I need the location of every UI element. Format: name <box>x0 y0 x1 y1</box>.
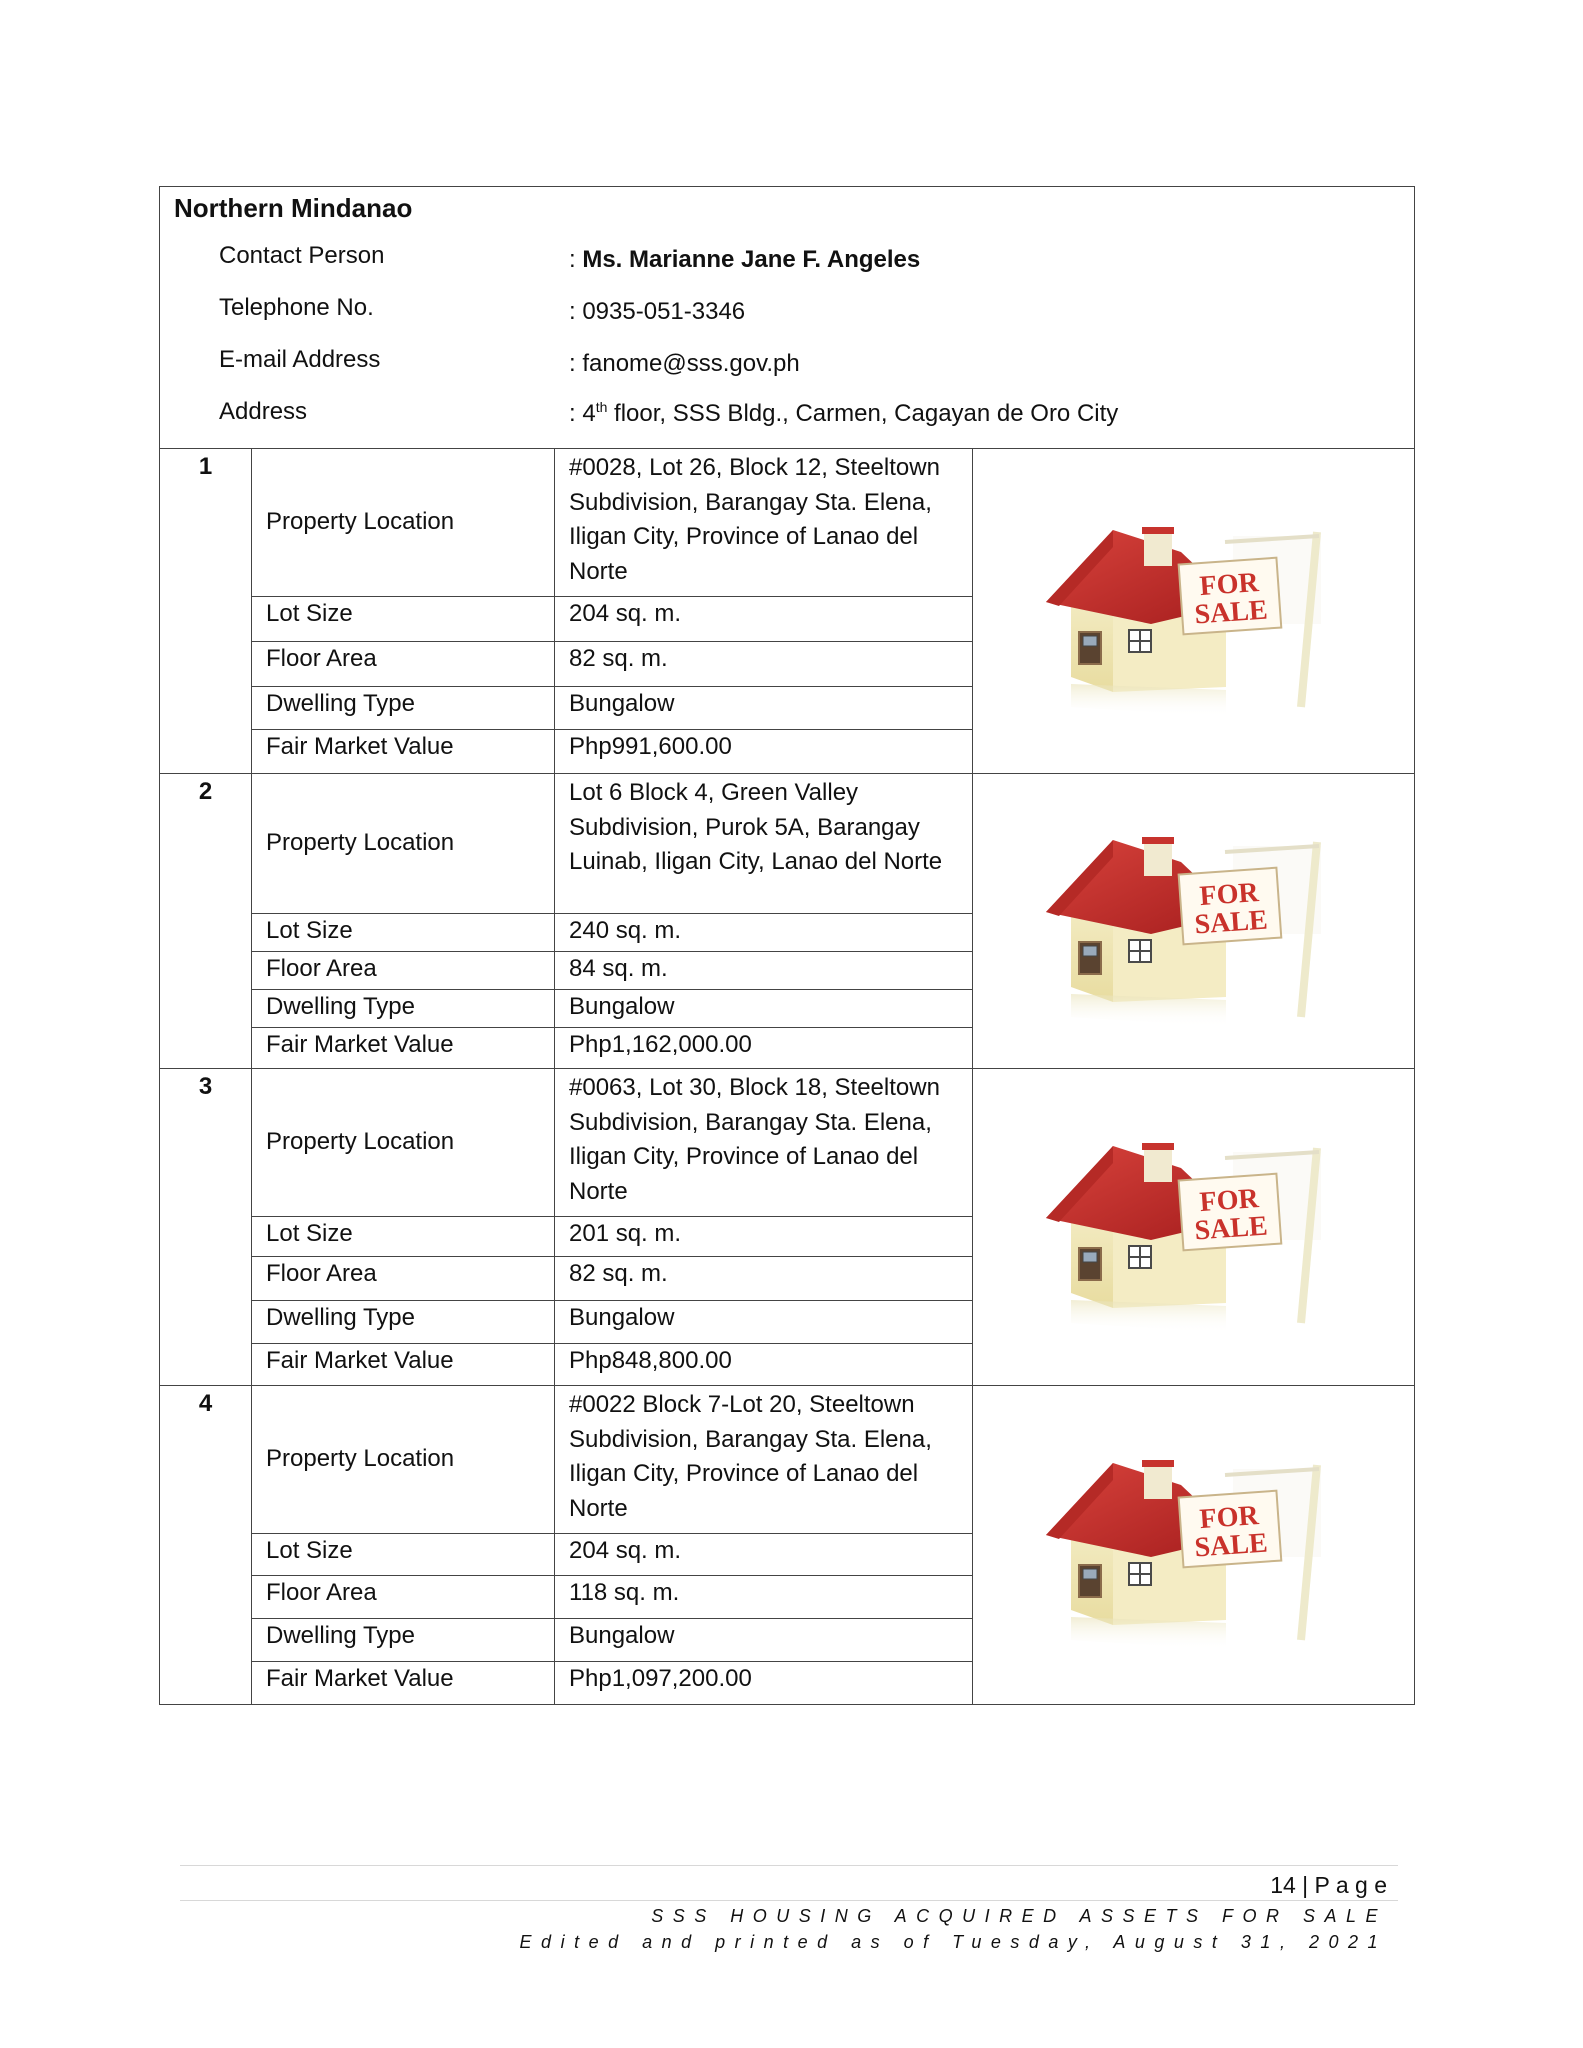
field-label-dwelling: Dwelling Type <box>252 990 554 1028</box>
field-label-floor: Floor Area <box>252 952 554 990</box>
for-sale-house-icon <box>1001 812 1361 1032</box>
field-label-location: Property Location <box>252 1069 554 1217</box>
property-image <box>973 1069 1414 1385</box>
property-entry <box>160 449 1414 774</box>
property-number: 4 <box>160 1386 252 1704</box>
field-value-lot: 240 sq. m. <box>555 914 972 952</box>
value-column <box>555 1386 973 1704</box>
field-label-lot: Lot Size <box>252 1217 554 1257</box>
sign-text-sale: SALE <box>1193 1210 1269 1247</box>
field-value-floor: 82 sq. m. <box>555 642 972 687</box>
field-label-fmv: Fair Market Value <box>266 733 454 760</box>
field-value-dwelling: Bungalow <box>555 1301 972 1344</box>
field-label-dwelling: Dwelling Type <box>252 1301 554 1344</box>
sign-text-sale: SALE <box>1193 594 1269 631</box>
field-label-floor: Floor Area <box>252 1257 554 1301</box>
email-value: : fanome@sss.gov.ph <box>569 350 800 377</box>
field-label-fmv: Fair Market Value <box>266 1031 454 1058</box>
property-number: 2 <box>160 774 252 1068</box>
field-value-dwelling: Bungalow <box>555 990 972 1028</box>
footer-title: SSS HOUSING ACQUIRED ASSETS FOR SALE <box>651 1906 1387 1926</box>
email-label: E-mail Address <box>219 346 381 373</box>
footer-rule-bottom <box>180 1900 1398 1901</box>
property-listing-table <box>159 186 1415 1705</box>
field-value-floor: 82 sq. m. <box>555 1257 972 1301</box>
value-column <box>555 449 973 773</box>
field-label-lot: Lot Size <box>252 1534 554 1576</box>
value-column <box>555 774 973 1068</box>
contact-person-label: Contact Person <box>219 242 385 269</box>
field-label-fmv: Fair Market Value <box>266 1665 454 1692</box>
for-sale-house-icon <box>1001 1118 1361 1338</box>
for-sale-house-icon <box>1001 1435 1361 1655</box>
field-value-location: #0028, Lot 26, Block 12, Steeltown Subdivision, Barangay Sta. Elena, Iligan City, Province of Lanao del Norte <box>555 449 972 597</box>
label-column <box>252 449 555 773</box>
field-value-dwelling: Bungalow <box>555 687 972 730</box>
property-entry <box>160 1386 1414 1704</box>
telephone-value: : 0935-051-3346 <box>569 298 746 325</box>
region-title: Northern Mindanao <box>174 193 413 223</box>
field-label-location: Property Location <box>252 1386 554 1534</box>
property-entry <box>160 774 1414 1069</box>
field-label-lot: Lot Size <box>252 597 554 642</box>
field-label-location: Property Location <box>252 774 554 914</box>
field-label-dwelling: Dwelling Type <box>252 1619 554 1662</box>
field-label-location: Property Location <box>252 449 554 597</box>
field-value-dwelling: Bungalow <box>555 1619 972 1662</box>
label-column <box>252 774 555 1068</box>
property-image <box>973 1386 1414 1704</box>
address-value: : 4th floor, SSS Bldg., Carmen, Cagayan de Oro City <box>569 399 1119 427</box>
for-sale-house-icon <box>1001 502 1361 722</box>
field-value-lot: 201 sq. m. <box>555 1217 972 1257</box>
field-label-lot: Lot Size <box>252 914 554 952</box>
property-number: 1 <box>160 449 252 773</box>
field-value-fmv: Php1,162,000.00 <box>569 1031 752 1058</box>
sign-text-sale: SALE <box>1193 1527 1269 1564</box>
field-value-location: #0022 Block 7-Lot 20, Steeltown Subdivision, Barangay Sta. Elena, Iligan City, Province of Lanao del Norte <box>555 1386 972 1534</box>
field-value-floor: 84 sq. m. <box>555 952 972 990</box>
label-column <box>252 1386 555 1704</box>
property-image <box>973 774 1414 1068</box>
field-value-location: #0063, Lot 30, Block 18, Steeltown Subdivision, Barangay Sta. Elena, Iligan City, Province of Lanao del Norte <box>555 1069 972 1217</box>
telephone-label: Telephone No. <box>219 294 374 321</box>
field-value-fmv: Php848,800.00 <box>569 1347 732 1374</box>
sign-text-for: FOR <box>1198 1500 1260 1536</box>
field-label-dwelling: Dwelling Type <box>252 687 554 730</box>
field-label-fmv: Fair Market Value <box>266 1347 454 1374</box>
field-value-lot: 204 sq. m. <box>555 1534 972 1576</box>
region-header <box>160 187 1414 449</box>
property-image <box>973 449 1414 773</box>
field-label-floor: Floor Area <box>252 1576 554 1619</box>
sign-text-for: FOR <box>1198 877 1260 913</box>
field-value-fmv: Php1,097,200.00 <box>569 1665 752 1692</box>
field-value-location: Lot 6 Block 4, Green Valley Subdivision, Purok 5A, Barangay Luinab, Iligan City, Lanao del Norte <box>555 774 972 914</box>
footer-rule-top <box>180 1865 1398 1866</box>
property-list <box>160 449 1414 1704</box>
sign-text-for: FOR <box>1198 567 1260 603</box>
contact-person-value: : Ms. Marianne Jane F. Angeles <box>569 246 921 273</box>
value-column <box>555 1069 973 1385</box>
footer-date: Edited and printed as of Tuesday, August 31, 2021 <box>519 1932 1387 1952</box>
field-label-floor: Floor Area <box>252 642 554 687</box>
sign-text-for: FOR <box>1198 1183 1260 1219</box>
field-value-floor: 118 sq. m. <box>555 1576 972 1619</box>
field-value-fmv: Php991,600.00 <box>569 733 732 760</box>
field-value-lot: 204 sq. m. <box>555 597 972 642</box>
property-number: 3 <box>160 1069 252 1385</box>
sign-text-sale: SALE <box>1193 904 1269 941</box>
page-number: 14 | P a g e <box>1270 1872 1387 1898</box>
label-column <box>252 1069 555 1385</box>
address-label: Address <box>219 398 308 425</box>
property-entry <box>160 1069 1414 1386</box>
